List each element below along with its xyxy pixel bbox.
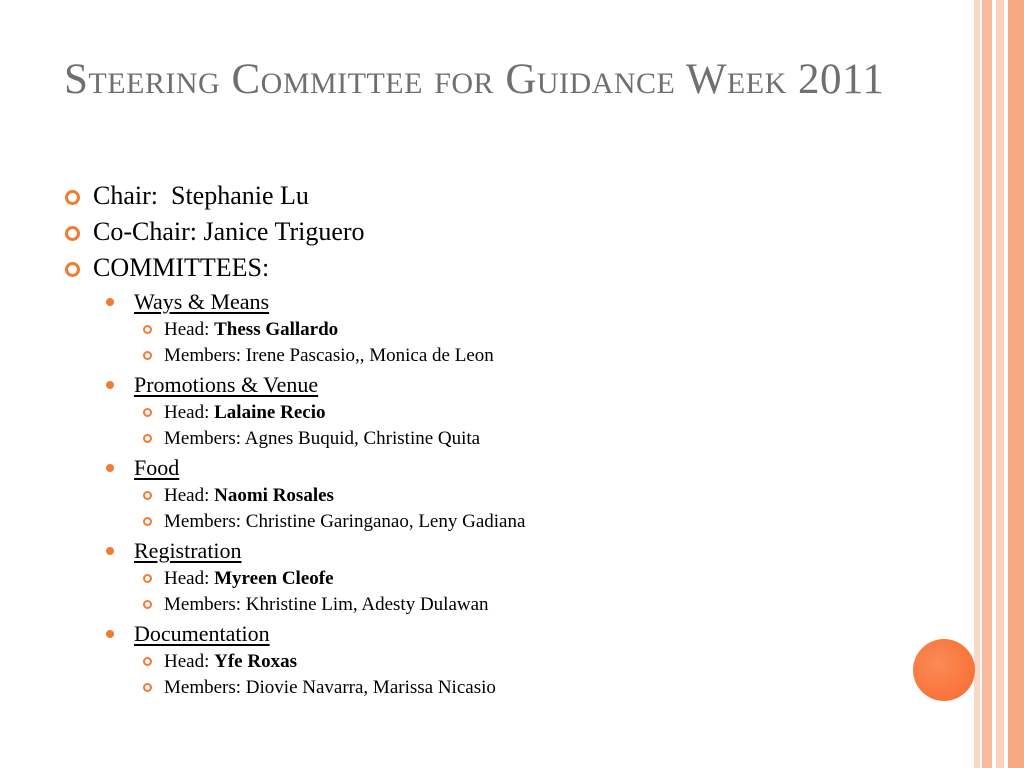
ring-bullet-icon [143, 657, 152, 666]
dot-bullet-icon [106, 464, 114, 472]
cochair-item [64, 214, 904, 250]
ring-bullet-icon [143, 434, 152, 443]
committee-head-item [64, 566, 904, 592]
ring-bullet-icon [65, 190, 80, 205]
head-prefix: Head: [164, 651, 215, 672]
committee-name-item [64, 619, 904, 649]
chair-text: Chair: Stephanie Lu [93, 181, 309, 210]
members-text: Members: Christine Garinganao, Leny Gadiana [164, 511, 526, 532]
committee-name-item [64, 287, 904, 317]
stripe-3 [996, 0, 1004, 768]
committee-name: Ways & Means [134, 289, 270, 314]
committee-name-item [64, 370, 904, 400]
committee-members-item [64, 343, 904, 369]
ring-bullet-icon [65, 226, 80, 241]
dot-bullet-icon [106, 381, 114, 389]
committee-head-item [64, 649, 904, 675]
committee-head-item [64, 483, 904, 509]
ring-bullet-icon [65, 262, 80, 277]
committee-name: Food [134, 455, 180, 480]
members-text: Members: Agnes Buquid, Christine Quita [164, 428, 481, 449]
committee-name: Documentation [134, 621, 270, 646]
dot-bullet-icon [106, 547, 114, 555]
stripe-1 [974, 0, 980, 768]
stripe-4 [1008, 0, 1024, 768]
members-text: Members: Diovie Navarra, Marissa Nicasio [164, 677, 496, 698]
committee-head-item [64, 400, 904, 426]
committee-members-item [64, 675, 904, 701]
ring-bullet-icon [143, 325, 152, 334]
head-name: Myreen Cleofe [214, 568, 334, 589]
committee-name-item [64, 453, 904, 483]
committees-heading: COMMITTEES: [93, 253, 270, 282]
slide-content [64, 178, 904, 701]
ring-bullet-icon [143, 491, 152, 500]
head-name: Lalaine Recio [214, 402, 326, 423]
committee-name-item [64, 536, 904, 566]
committee-name: Promotions & Venue [134, 372, 319, 397]
head-name: Thess Gallardo [214, 319, 339, 340]
ring-bullet-icon [143, 351, 152, 360]
ring-bullet-icon [143, 408, 152, 417]
decorative-stripes [974, 0, 1024, 768]
ring-bullet-icon [143, 683, 152, 692]
slide-title: Steering Committee for Guidance Week 2011 [64, 56, 885, 103]
committee-members-item [64, 592, 904, 618]
head-prefix: Head: [164, 402, 215, 423]
cochair-text: Co-Chair: Janice Triguero [93, 217, 365, 246]
committee-name: Registration [134, 538, 242, 563]
dot-bullet-icon [106, 630, 114, 638]
head-name: Naomi Rosales [214, 485, 334, 506]
head-name: Yfe Roxas [214, 651, 297, 672]
ring-bullet-icon [143, 517, 152, 526]
committee-members-item [64, 509, 904, 535]
chair-item [64, 178, 904, 214]
dot-bullet-icon [106, 298, 114, 306]
head-prefix: Head: [164, 568, 215, 589]
members-text: Members: Khristine Lim, Adesty Dulawan [164, 594, 489, 615]
committee-head-item [64, 317, 904, 343]
members-text: Members: Irene Pascasio,, Monica de Leon [164, 345, 494, 366]
head-prefix: Head: [164, 485, 215, 506]
head-prefix: Head: [164, 319, 215, 340]
decorative-orb [913, 639, 975, 701]
stripe-2 [982, 0, 992, 768]
ring-bullet-icon [143, 574, 152, 583]
committees-item [64, 250, 904, 286]
ring-bullet-icon [143, 600, 152, 609]
committee-members-item [64, 426, 904, 452]
